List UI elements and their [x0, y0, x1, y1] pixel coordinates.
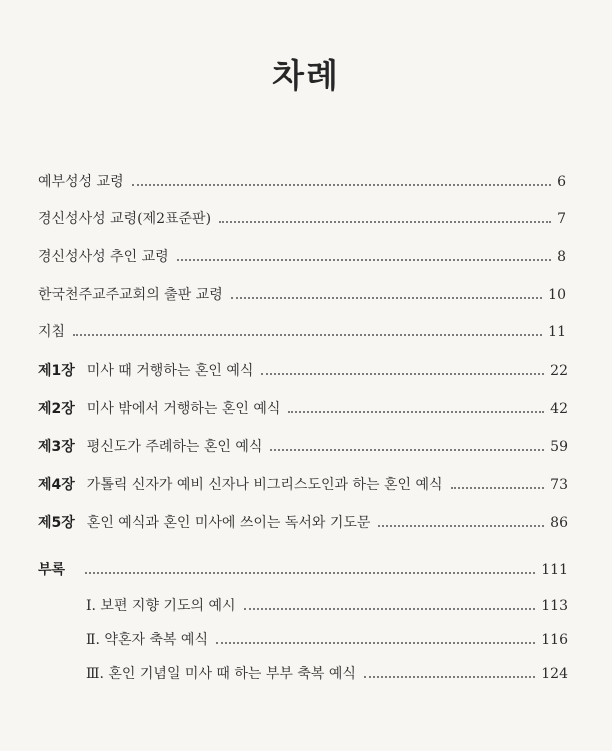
- chapter-number: 제4장: [38, 477, 75, 493]
- toc-page-number: 10: [548, 287, 566, 303]
- toc-page-number: 86: [550, 515, 568, 531]
- toc-entry-label: 경신성사성 교령(제2표준판): [38, 211, 212, 227]
- appendix-label: 부록: [38, 562, 66, 578]
- chapter-number: 제3장: [38, 439, 75, 455]
- toc-chapter[interactable]: [38, 435, 568, 457]
- subentry-title: Ⅱ. 약혼자 축복 예식: [86, 632, 208, 648]
- dot-leader: [244, 608, 536, 610]
- toc-entry[interactable]: [38, 245, 566, 267]
- toc-page-number: 59: [550, 439, 568, 455]
- toc-page-number: 116: [541, 632, 568, 648]
- dot-leader: [216, 642, 535, 644]
- chapter-title: 혼인 예식과 혼인 미사에 쓰이는 독서와 기도문: [86, 515, 371, 531]
- toc-page-number: 124: [541, 666, 568, 682]
- dot-leader: [231, 297, 542, 299]
- toc-chapter[interactable]: [38, 473, 568, 495]
- toc-chapter[interactable]: [38, 511, 568, 533]
- toc-entry[interactable]: [38, 207, 566, 229]
- toc-page-number: 113: [541, 598, 568, 614]
- dot-leader: [132, 184, 551, 186]
- toc-page-number: 42: [550, 401, 568, 417]
- dot-leader: [261, 373, 544, 375]
- dot-leader: [177, 259, 551, 261]
- chapter-number: 제2장: [38, 401, 75, 417]
- dot-leader: [364, 676, 535, 678]
- toc-page-number: 6: [557, 174, 566, 190]
- toc-page-number: 7: [557, 211, 566, 227]
- toc-page-number: 22: [550, 363, 568, 379]
- toc-entry[interactable]: [38, 283, 566, 305]
- dot-leader: [378, 525, 544, 527]
- chapter-title: 미사 때 거행하는 혼인 예식: [86, 363, 254, 379]
- toc-chapter[interactable]: [38, 397, 568, 419]
- dot-leader: [288, 411, 544, 413]
- dot-leader: [219, 221, 551, 223]
- dot-leader: [270, 449, 544, 451]
- toc-subentry[interactable]: [86, 628, 568, 650]
- chapter-title: 가톨릭 신자가 예비 신자나 비그리스도인과 하는 혼인 예식: [86, 477, 443, 493]
- toc-page-number: 111: [541, 562, 568, 578]
- toc-page-number: 11: [548, 324, 566, 340]
- chapter-number: 제5장: [38, 515, 75, 531]
- page-title: 차례: [272, 56, 340, 95]
- toc-subentry[interactable]: [86, 594, 568, 616]
- dot-leader: [85, 572, 535, 574]
- subentry-title: Ⅰ. 보편 지향 기도의 예시: [86, 598, 236, 614]
- chapter-number: 제1장: [38, 363, 75, 379]
- toc-entry-label: 경신성사성 추인 교령: [38, 249, 169, 265]
- toc-chapter[interactable]: [38, 359, 568, 381]
- toc-appendix[interactable]: [38, 558, 568, 580]
- subentry-title: Ⅲ. 혼인 기념일 미사 때 하는 부부 축복 예식: [86, 666, 356, 682]
- toc-entry-label: 예부성성 교령: [38, 174, 124, 190]
- toc-entry-label: 한국천주교주교회의 출판 교령: [38, 287, 223, 303]
- toc-entry[interactable]: [38, 170, 566, 192]
- toc-page-number: 73: [550, 477, 568, 493]
- dot-leader: [73, 334, 542, 336]
- dot-leader: [451, 487, 545, 489]
- toc-entry[interactable]: [38, 320, 566, 342]
- toc-entry-label: 지침: [38, 324, 66, 340]
- chapter-title: 평신도가 주례하는 혼인 예식: [86, 439, 263, 455]
- toc-page-number: 8: [557, 249, 566, 265]
- toc-subentry[interactable]: [86, 662, 568, 684]
- chapter-title: 미사 밖에서 거행하는 혼인 예식: [86, 401, 281, 417]
